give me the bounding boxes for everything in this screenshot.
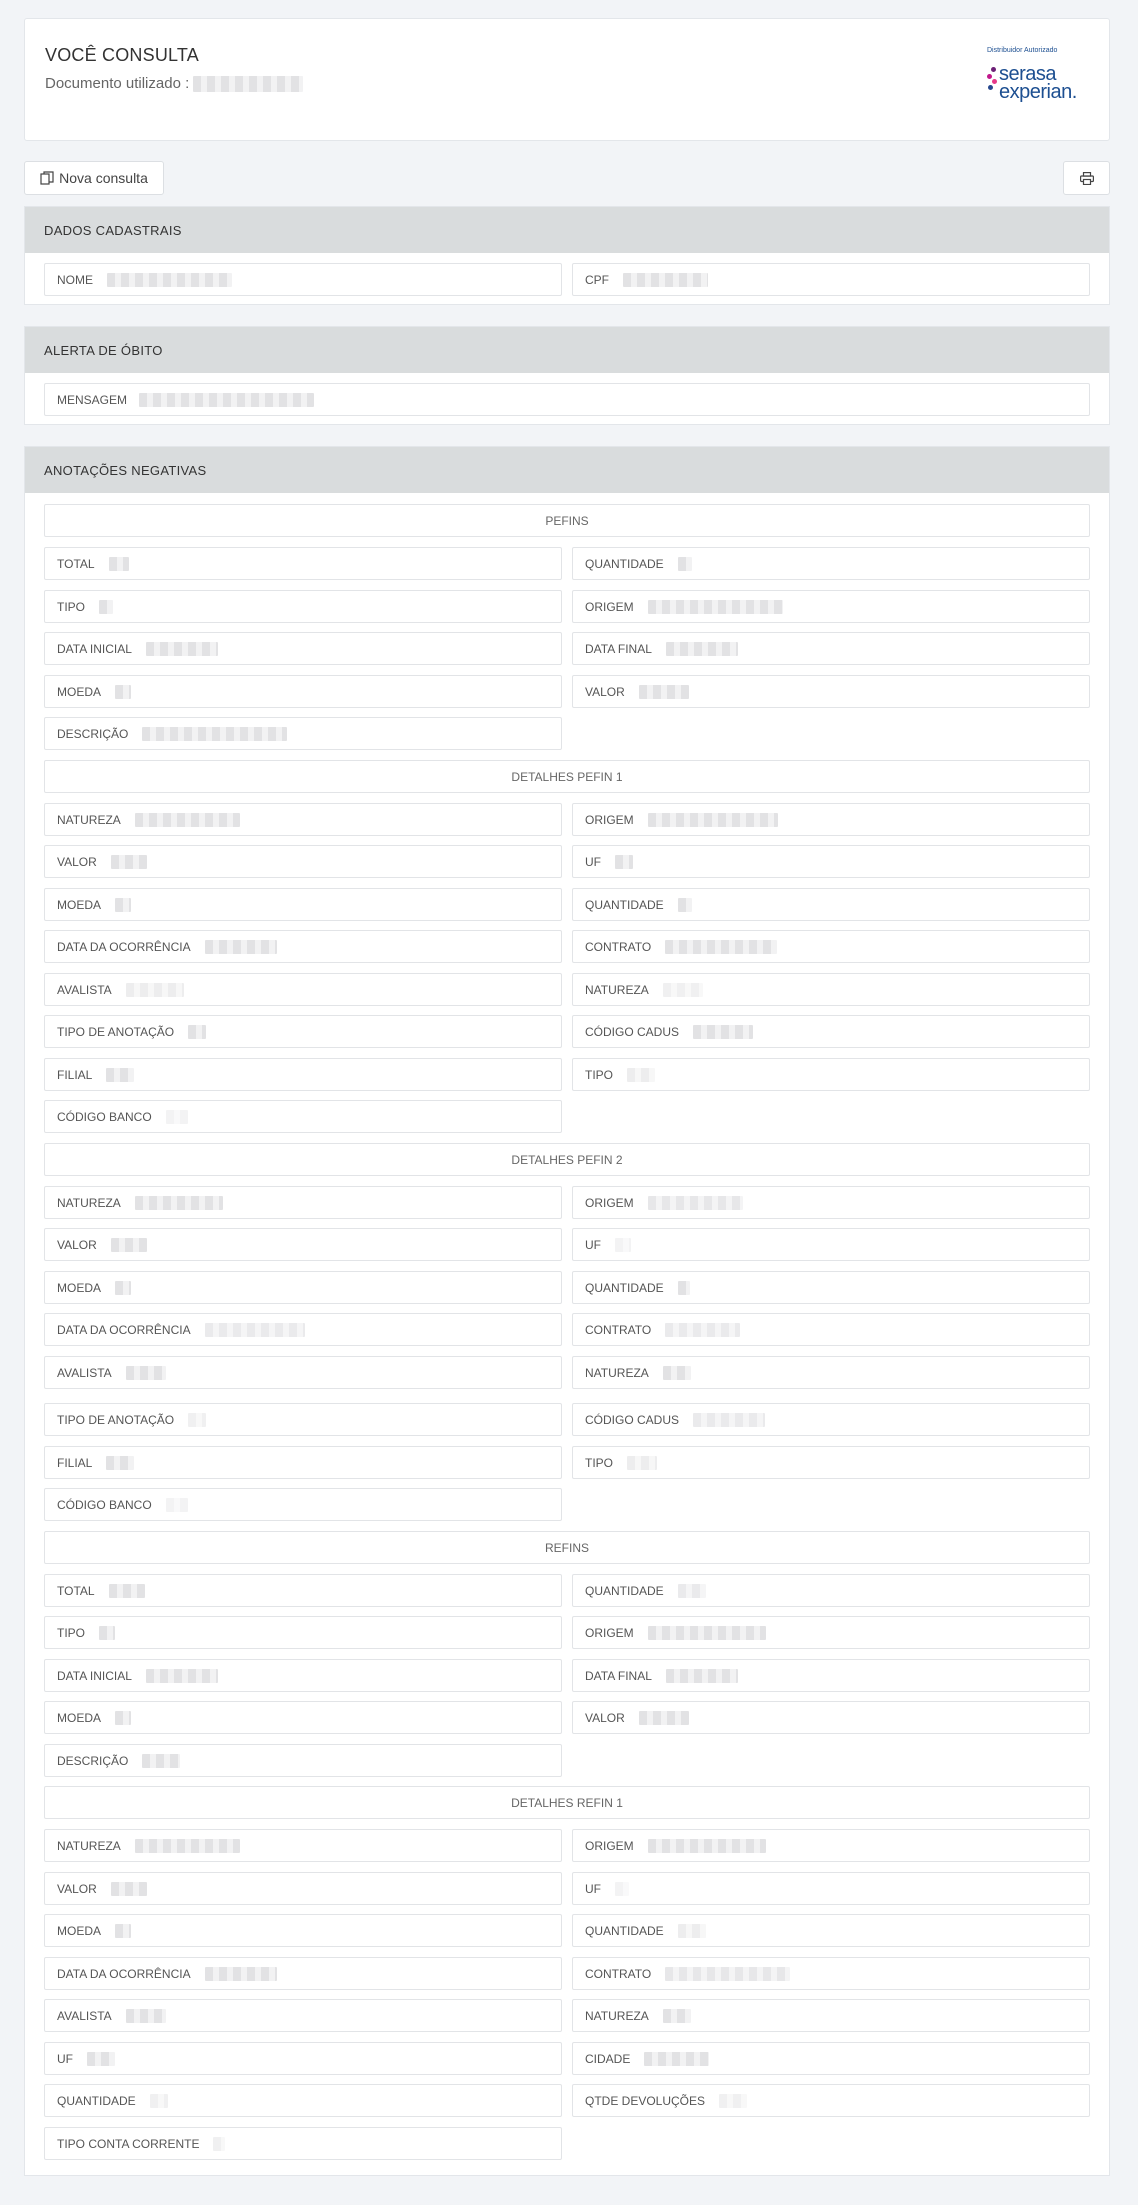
field-natureza xyxy=(44,803,562,836)
field-origem xyxy=(572,590,1090,623)
field-label: MOEDA xyxy=(57,897,102,912)
field-label: QUANTIDADE xyxy=(585,897,664,912)
field-label: TIPO CONTA CORRENTE xyxy=(57,2136,200,2151)
document-line xyxy=(45,75,303,92)
field-label: DESCRIÇÃO xyxy=(57,1753,129,1768)
field-label: UF xyxy=(585,854,601,869)
field-value-redacted xyxy=(188,1413,206,1427)
field-avalista xyxy=(44,973,562,1006)
field-value-redacted xyxy=(644,2052,709,2066)
field-value-redacted xyxy=(627,1068,655,1082)
field-value-redacted xyxy=(126,2009,166,2023)
subheader-detalhes-refin-1: DETALHES REFIN 1 xyxy=(44,1786,1090,1819)
field-label: TOTAL xyxy=(57,1583,95,1598)
field-descricao xyxy=(44,1744,562,1777)
field-value-redacted xyxy=(665,1967,790,1981)
field-value-redacted xyxy=(111,1238,147,1252)
field-value-redacted xyxy=(115,685,131,699)
field-value-redacted xyxy=(666,642,738,656)
field-label: CIDADE xyxy=(585,2051,631,2066)
field-total xyxy=(44,547,562,580)
field-label: MOEDA xyxy=(57,1710,102,1725)
field-quantidade xyxy=(572,1574,1090,1607)
field-valor xyxy=(44,1872,562,1905)
field-value-redacted xyxy=(99,600,113,614)
field-descricao xyxy=(44,717,562,750)
field-origem xyxy=(572,1616,1090,1649)
field-tipo xyxy=(44,1616,562,1649)
field-value-redacted xyxy=(648,813,778,827)
field-value-redacted xyxy=(205,1967,277,1981)
field-label: CONTRATO xyxy=(585,1966,652,1981)
field-label: DATA FINAL xyxy=(585,641,652,656)
field-origem xyxy=(572,803,1090,836)
subheader-pefins: PEFINS xyxy=(44,504,1090,537)
field-label: ORIGEM xyxy=(585,599,634,614)
field-data-inicial xyxy=(44,1659,562,1692)
field-value-redacted xyxy=(115,1281,131,1295)
field-label: DESCRIÇÃO xyxy=(57,726,129,741)
field-label: VALOR xyxy=(57,1881,97,1896)
field-value-redacted xyxy=(146,642,218,656)
field-value-redacted xyxy=(627,1456,657,1470)
field-value-redacted xyxy=(678,898,692,912)
field-valor xyxy=(572,675,1090,708)
field-value-redacted xyxy=(115,1711,131,1725)
field-label: FILIAL xyxy=(57,1067,93,1082)
field-label: MOEDA xyxy=(57,684,102,699)
field-uf xyxy=(44,2042,562,2075)
field-label: QTDE DEVOLUÇÕES xyxy=(585,2093,706,2108)
field-uf xyxy=(572,1872,1090,1905)
field-quantidade xyxy=(572,547,1090,580)
field-label: QUANTIDADE xyxy=(585,1583,664,1598)
field-label: MOEDA xyxy=(57,1280,102,1295)
document-label: Documento utilizado : xyxy=(45,75,190,92)
field-natureza xyxy=(44,1186,562,1219)
field-valor xyxy=(44,845,562,878)
field-label: VALOR xyxy=(585,684,625,699)
section-title: ALERTA DE ÓBITO xyxy=(25,327,1109,373)
field-label: NATUREZA xyxy=(57,1195,121,1210)
field-label: DATA FINAL xyxy=(585,1668,652,1683)
field-filial xyxy=(44,1058,562,1091)
field-cidade xyxy=(572,2042,1090,2075)
print-button[interactable] xyxy=(1063,161,1110,195)
field-value-redacted xyxy=(135,1196,223,1210)
field-value-redacted xyxy=(188,1025,206,1039)
field-moeda xyxy=(44,1701,562,1734)
copy-icon xyxy=(40,171,54,185)
field-value-redacted xyxy=(678,1584,706,1598)
field-value-redacted xyxy=(106,1456,134,1470)
field-label: VALOR xyxy=(585,1710,625,1725)
field-value-redacted xyxy=(109,1584,145,1598)
field-label: TIPO xyxy=(585,1455,614,1470)
field-label: NATUREZA xyxy=(57,812,121,827)
field-label: NOME xyxy=(57,272,93,287)
new-query-button[interactable] xyxy=(24,161,164,195)
field-contrato xyxy=(572,930,1090,963)
field-value-redacted xyxy=(678,1281,690,1295)
subheader-detalhes-pefin-2: DETALHES PEFIN 2 xyxy=(44,1143,1090,1176)
field-tipo xyxy=(44,590,562,623)
field-label: CPF xyxy=(585,272,609,287)
field-mensagem xyxy=(44,383,1090,416)
field-origem xyxy=(572,1186,1090,1219)
field-label: UF xyxy=(585,1881,601,1896)
field-filial xyxy=(44,1446,562,1479)
field-value-redacted xyxy=(150,2094,168,2108)
field-value-redacted xyxy=(693,1413,765,1427)
logo-word-experian: experian. xyxy=(999,81,1077,103)
field-label: AVALISTA xyxy=(57,2008,112,2023)
field-label: ORIGEM xyxy=(585,812,634,827)
field-label: TIPO xyxy=(57,1625,86,1640)
field-uf xyxy=(572,845,1090,878)
section-title: DADOS CADASTRAIS xyxy=(25,207,1109,253)
field-value-redacted xyxy=(213,2137,225,2151)
field-value-redacted xyxy=(665,1323,740,1337)
field-value-redacted xyxy=(623,273,708,287)
field-label: DATA DA OCORRÊNCIA xyxy=(57,1966,191,1981)
new-query-label: Nova consulta xyxy=(59,170,148,186)
field-value-redacted xyxy=(107,273,232,287)
field-label: CONTRATO xyxy=(585,1322,652,1337)
field-data-final xyxy=(572,632,1090,665)
field-label: UF xyxy=(57,2051,73,2066)
field-value-redacted xyxy=(142,727,287,741)
field-value-redacted xyxy=(135,1839,240,1853)
field-value-redacted xyxy=(678,1924,706,1938)
field-value-redacted xyxy=(648,600,783,614)
field-label: CÓDIGO BANCO xyxy=(57,1109,152,1124)
field-value-redacted xyxy=(639,1711,689,1725)
field-label: VALOR xyxy=(57,1237,97,1252)
field-label: DATA INICIAL xyxy=(57,641,132,656)
field-value-redacted xyxy=(106,1068,134,1082)
field-label: DATA DA OCORRÊNCIA xyxy=(57,1322,191,1337)
field-moeda xyxy=(44,888,562,921)
consulta-header xyxy=(24,18,1110,141)
field-label: NATUREZA xyxy=(585,982,649,997)
field-value-redacted xyxy=(146,1669,218,1683)
field-value-redacted xyxy=(648,1196,743,1210)
field-valor xyxy=(572,1701,1090,1734)
field-value-redacted xyxy=(639,685,689,699)
field-moeda xyxy=(44,1914,562,1947)
field-label: TIPO xyxy=(585,1067,614,1082)
field-label: DATA DA OCORRÊNCIA xyxy=(57,939,191,954)
field-nome xyxy=(44,263,562,296)
field-value-redacted xyxy=(142,1754,180,1768)
field-value-redacted xyxy=(111,1882,147,1896)
field-label: ORIGEM xyxy=(585,1625,634,1640)
field-value-redacted xyxy=(126,1366,166,1380)
subheader-detalhes-pefin-1: DETALHES PEFIN 1 xyxy=(44,760,1090,793)
field-natureza xyxy=(44,1829,562,1862)
serasa-experian-logo xyxy=(985,47,1085,117)
field-value-redacted xyxy=(109,557,129,571)
logo-word-serasa: serasa xyxy=(999,63,1057,85)
field-quantidade xyxy=(572,1914,1090,1947)
field-natureza xyxy=(572,973,1090,1006)
field-tipo xyxy=(572,1058,1090,1091)
field-quantidade xyxy=(572,888,1090,921)
field-codigo-cadus xyxy=(572,1403,1090,1436)
field-value-redacted xyxy=(205,940,277,954)
field-contrato xyxy=(572,1957,1090,1990)
logo-tagline: Distribuidor Autorizado xyxy=(987,47,1058,54)
field-value-redacted xyxy=(99,1626,115,1640)
section-alerta-obito xyxy=(24,326,1110,425)
field-label: QUANTIDADE xyxy=(585,556,664,571)
field-value-redacted xyxy=(139,393,314,407)
field-label: TOTAL xyxy=(57,556,95,571)
field-data-ocorrencia xyxy=(44,930,562,963)
field-label: TIPO DE ANOTAÇÃO xyxy=(57,1412,175,1427)
field-label: CÓDIGO BANCO xyxy=(57,1497,152,1512)
field-value-redacted xyxy=(135,813,240,827)
field-label: FILIAL xyxy=(57,1455,93,1470)
field-label: CONTRATO xyxy=(585,939,652,954)
printer-icon xyxy=(1080,172,1094,185)
field-label: MENSAGEM xyxy=(57,392,128,407)
field-quantidade xyxy=(572,1271,1090,1304)
field-value-redacted xyxy=(115,1924,131,1938)
field-label: NATUREZA xyxy=(585,1365,649,1380)
field-value-redacted xyxy=(693,1025,753,1039)
section-dados-cadastrais xyxy=(24,206,1110,305)
field-label: NATUREZA xyxy=(57,1838,121,1853)
field-data-ocorrencia xyxy=(44,1313,562,1346)
field-value-redacted xyxy=(719,2094,747,2108)
field-value-redacted xyxy=(615,1882,629,1896)
field-data-ocorrencia xyxy=(44,1957,562,1990)
field-label: NATUREZA xyxy=(585,2008,649,2023)
field-label: TIPO xyxy=(57,599,86,614)
field-codigo-cadus xyxy=(572,1015,1090,1048)
field-tipo-anotacao xyxy=(44,1015,562,1048)
field-total xyxy=(44,1574,562,1607)
field-codigo-banco xyxy=(44,1100,562,1133)
field-label: AVALISTA xyxy=(57,1365,112,1380)
field-label: AVALISTA xyxy=(57,982,112,997)
field-value-redacted xyxy=(666,1669,738,1683)
field-tipo-conta-corrente xyxy=(44,2127,562,2160)
field-label: QUANTIDADE xyxy=(57,2093,136,2108)
field-label: CÓDIGO CADUS xyxy=(585,1024,680,1039)
field-cpf xyxy=(572,263,1090,296)
field-value-redacted xyxy=(115,898,131,912)
field-natureza xyxy=(572,1356,1090,1389)
field-value-redacted xyxy=(663,2009,691,2023)
field-qtde-devolucoes xyxy=(572,2084,1090,2117)
field-label: ORIGEM xyxy=(585,1195,634,1210)
field-value-redacted xyxy=(615,855,633,869)
field-quantidade xyxy=(44,2084,562,2117)
field-data-inicial xyxy=(44,632,562,665)
field-label: ORIGEM xyxy=(585,1838,634,1853)
field-label: UF xyxy=(585,1237,601,1252)
page-title: VOCÊ CONSULTA xyxy=(45,45,199,65)
field-origem xyxy=(572,1829,1090,1862)
subheader-refins: REFINS xyxy=(44,1531,1090,1564)
field-value-redacted xyxy=(205,1323,305,1337)
section-anotacoes-negativas xyxy=(24,446,1110,2176)
field-codigo-banco xyxy=(44,1488,562,1521)
field-label: TIPO DE ANOTAÇÃO xyxy=(57,1024,175,1039)
field-value-redacted xyxy=(111,855,147,869)
document-value-redacted xyxy=(193,76,303,92)
field-natureza xyxy=(572,1999,1090,2032)
field-avalista xyxy=(44,1356,562,1389)
field-uf xyxy=(572,1228,1090,1261)
field-data-final xyxy=(572,1659,1090,1692)
field-avalista xyxy=(44,1999,562,2032)
field-label: CÓDIGO CADUS xyxy=(585,1412,680,1427)
field-moeda xyxy=(44,675,562,708)
field-value-redacted xyxy=(665,940,777,954)
field-label: DATA INICIAL xyxy=(57,1668,132,1683)
field-tipo-anotacao xyxy=(44,1403,562,1436)
field-value-redacted xyxy=(663,1366,691,1380)
field-value-redacted xyxy=(648,1839,766,1853)
field-value-redacted xyxy=(648,1626,766,1640)
field-value-redacted xyxy=(678,557,692,571)
field-value-redacted xyxy=(166,1110,188,1124)
field-label: MOEDA xyxy=(57,1923,102,1938)
field-value-redacted xyxy=(166,1498,188,1512)
field-label: QUANTIDADE xyxy=(585,1280,664,1295)
field-value-redacted xyxy=(615,1238,631,1252)
field-value-redacted xyxy=(126,983,184,997)
field-value-redacted xyxy=(663,983,703,997)
field-label: VALOR xyxy=(57,854,97,869)
field-contrato xyxy=(572,1313,1090,1346)
section-title: ANOTAÇÕES NEGATIVAS xyxy=(25,447,1109,493)
field-value-redacted xyxy=(87,2052,115,2066)
field-tipo xyxy=(572,1446,1090,1479)
field-moeda xyxy=(44,1271,562,1304)
field-label: QUANTIDADE xyxy=(585,1923,664,1938)
field-valor xyxy=(44,1228,562,1261)
